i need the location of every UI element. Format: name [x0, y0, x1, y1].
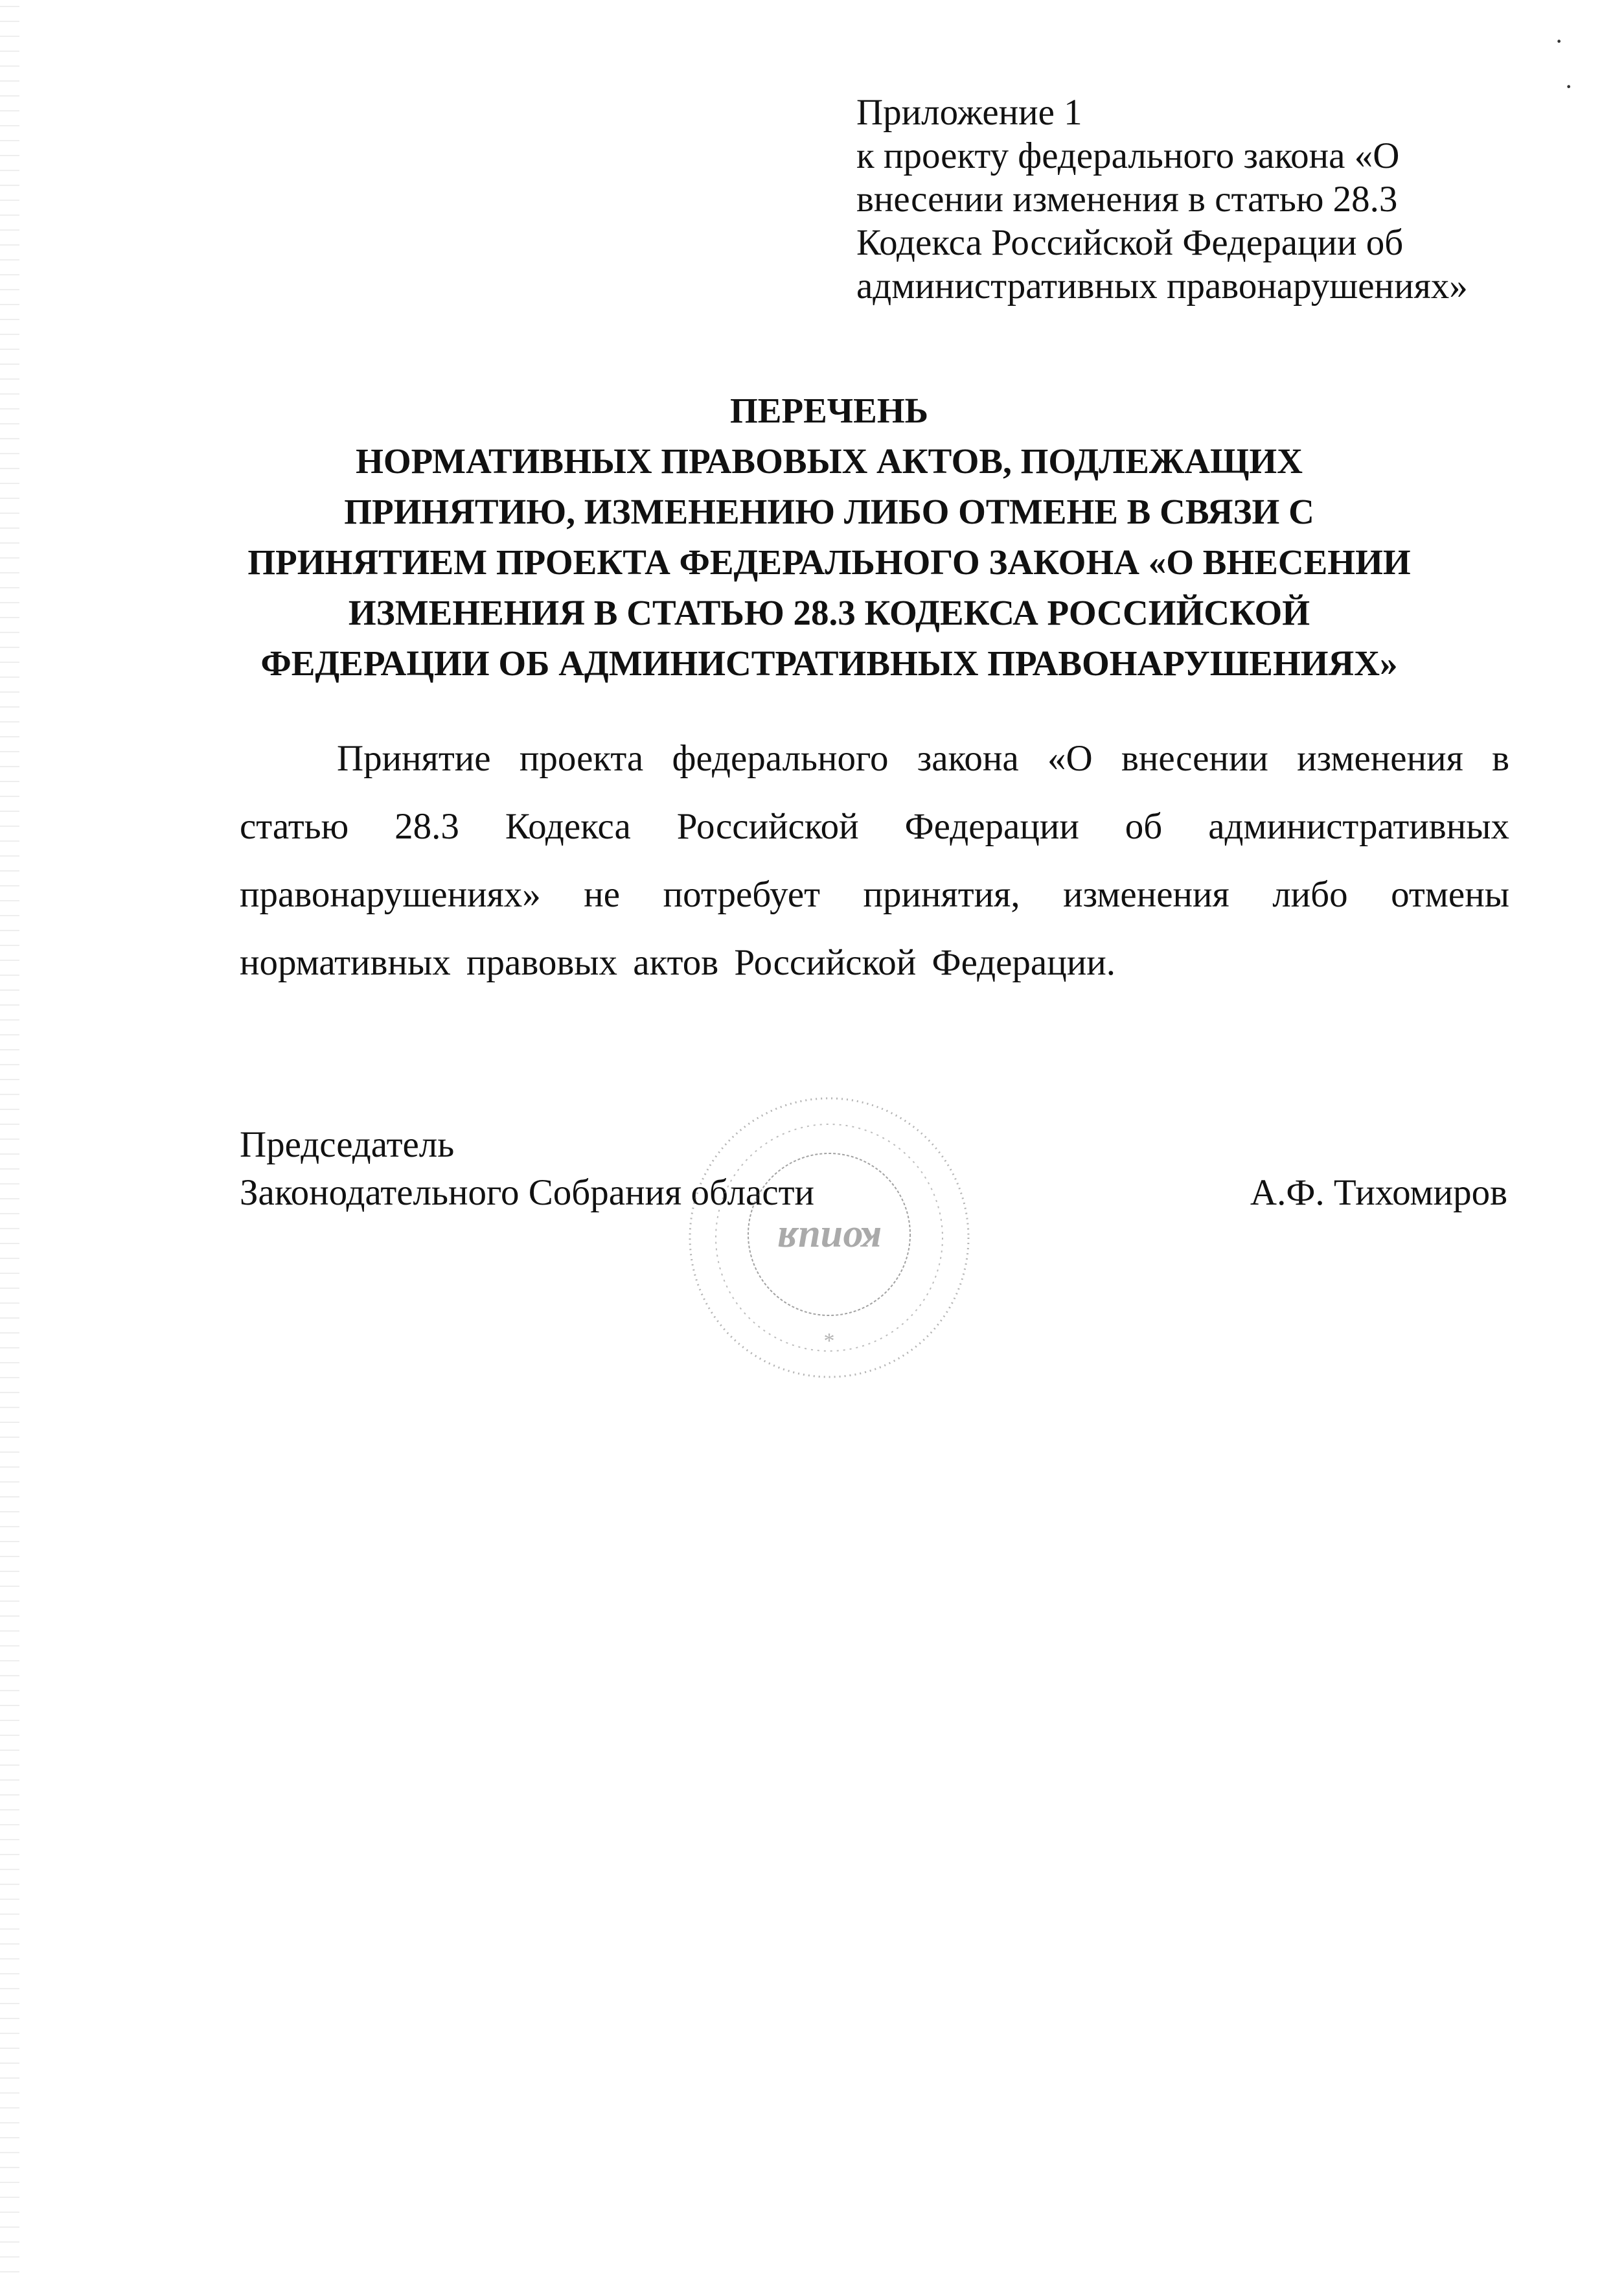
appendix-line: Кодекса Российской Федерации об: [856, 222, 1404, 263]
appendix-line: внесении изменения в статью 28.3: [856, 179, 1398, 220]
appendix-line: административных правонарушениях»: [856, 266, 1468, 306]
title-line: ИЗМЕНЕНИЯ В СТАТЬЮ 28.3 КОДЕКСА РОССИЙСКОЙ: [348, 593, 1310, 632]
appendix-line: Приложение 1: [856, 92, 1082, 133]
position-line: Председатель: [240, 1124, 455, 1165]
stamp-center-text: копия: [777, 1219, 882, 1263]
title-line: ПЕРЕЧЕНЬ: [730, 391, 928, 430]
scan-speck: ·: [1564, 72, 1573, 101]
title-line: ПРИНЯТИЮ, ИЗМЕНЕНИЮ ЛИБО ОТМЕНЕ В СВЯЗИ С: [344, 492, 1314, 531]
title-line: ФЕДЕРАЦИИ ОБ АДМИНИСТРАТИВНЫХ ПРАВОНАРУШЕНИЯХ»: [260, 643, 1398, 683]
appendix-header: [856, 91, 1569, 308]
stamp-seal: [680, 1089, 978, 1387]
position-line: Законодательного Собрания области: [240, 1172, 815, 1213]
scan-edge-artifact: [0, 0, 19, 2277]
appendix-line: к проекту федерального закона «О: [856, 135, 1400, 176]
signatory-name: А.Ф. Тихомиров: [1250, 1172, 1507, 1213]
scan-speck: ·: [1555, 27, 1564, 56]
svg-text:*: *: [823, 1329, 835, 1353]
body-paragraph: Принятие проекта федерального закона «О внесении изменения в статью 28.3 Кодекса Российской Федерации об административных правонарушениях» не потребует принятия, изменения либо отмены нормативных правовых актов Российской Федерации.: [240, 738, 1509, 983]
document-title: [194, 386, 1464, 689]
title-line: НОРМАТИВНЫХ ПРАВОВЫХ АКТОВ, ПОДЛЕЖАЩИХ: [356, 441, 1303, 481]
title-line: ПРИНЯТИЕМ ПРОЕКТА ФЕДЕРАЛЬНОГО ЗАКОНА «О ВНЕСЕНИИ: [247, 542, 1411, 582]
